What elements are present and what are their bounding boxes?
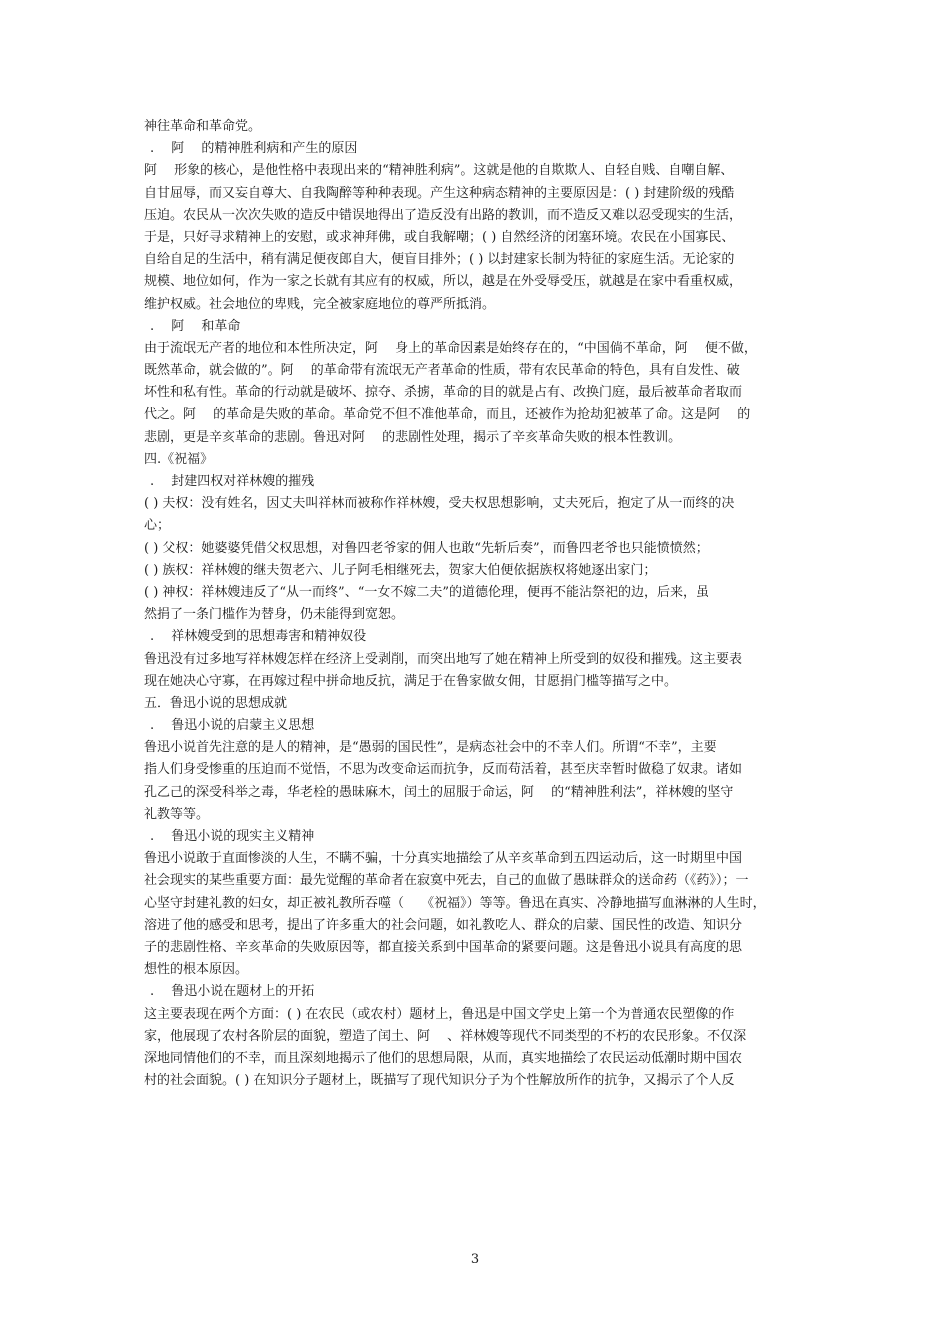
section-heading: . 鲁迅小说的现实主义精神 [150,829,315,844]
text-line: 由于流氓无产者的地位和本性所决定，阿 身上的革命因素是始终存在的，“中国倘不革命，阿 便不做， [144,340,757,356]
text-line: 坏性和私有性。革命的行动就是破坏、掠夺、杀掳，革命的目的就是占有、改换门庭，最后被革命者取而 [144,385,743,401]
section-heading: . 阿 和革命 [150,318,241,334]
text-line: 子的悲剧性格、辛亥革命的失败原因等，都直接关系到中国革命的紧要问题。这是鲁迅小说具有高度的思 [144,939,743,955]
text-line: ( ) 夫权：没有姓名，因丈夫叫祥林而被称作祥林嫂，受夫权思想影响，丈夫死后，抱定了从一而终的决 [144,496,735,512]
text-line: 礼教等等。 [144,806,210,822]
text-line: 心； [144,518,171,534]
text-line: 这主要表现在两个方面：( ) 在农民（或农村）题材上，鲁迅是中国文学史上第一个为普通农民塑像的作 [144,1006,735,1022]
text-line: 代之。阿 的革命是失败的革命。革命党不但不准他革命，而且，还被作为抢劫犯被革了命。这是阿 的 [144,407,751,423]
text-line: 既然革命，就会做的”。阿 的革命带有流氓无产者革命的性质，带有农民革命的特色，具有自发性、破 [144,363,740,379]
text-line: 指人们身受惨重的压迫而不觉悟，不思为改变命运而抗争，反而苟活着，甚至庆幸暂时做稳了奴隶。诸如 [144,762,743,778]
text-line: 心坚守封建礼教的妇女，却正被礼教所吞噬（ 《祝福》）等等。鲁迅在真实、冷静地描写血淋淋的人生时， [144,895,766,911]
text-line: 维护权威。社会地位的卑贱，完全被家庭地位的尊严所抵消。 [144,296,496,312]
text-line: 孔乙己的深受科举之毒，华老栓的愚昧麻木，闰土的屈服于命运，阿 的“精神胜利法”，祥林嫂的坚守 [144,784,734,800]
text-line: 村的社会面貌。( ) 在知识分子题材上，既描写了现代知识分子为个性解放所作的抗争，又揭示了个人反 [144,1073,735,1089]
section-heading: . 封建四权对祥林嫂的摧残 [150,474,315,489]
text-line: 自甘屈辱，而又妄自尊大、自我陶醉等种种表现。产生这种病态精神的主要原因是：( ) 封建阶级的残酷 [144,185,735,201]
text-line: ( ) 神权：祥林嫂违反了“从一而终”、“一女不嫁二夫”的道德伦理，便再不能沾祭祀的边，后来，虽 [144,584,709,600]
text-line: 深地同情他们的不幸，而且深刻地揭示了他们的思想局限，从而，真实地描绘了农民运动低潮时期中国农 [144,1050,743,1066]
text-line: ( ) 父权：她婆婆凭借父权思想，对鲁四老爷家的佣人也敢“先斩后奏”，而鲁四老爷也只能愤愤然； [144,540,709,556]
text-line: 悲剧，更是辛亥革命的悲剧。鲁迅对阿 的悲剧性处理，揭示了辛亥革命失败的根本性教训。 [144,429,682,445]
page-number: 3 [470,1252,480,1267]
section-heading: . 鲁迅小说的启蒙主义思想 [150,718,315,734]
section-heading: . 鲁迅小说在题材上的开拓 [150,984,315,1000]
text-line: 想性的根本原因。 [144,962,249,978]
text-line: 鲁迅没有过多地写祥林嫂怎样在经济上受剥削，而突出地写了她在精神上所受到的奴役和摧残。这主要表 [144,651,743,667]
text-line: 家，他展现了农村各阶层的面貌，塑造了闰土、阿 、祥林嫂等现代不同类型的不朽的农民形象。不仅深 [144,1028,747,1044]
chapter-heading: 四.《祝福》 [144,451,214,467]
text-line: 阿 形象的核心，是他性格中表现出来的“精神胜利病”。这就是他的自欺欺人、自轻自贱、自嘲自解、 [144,163,734,179]
text-line: 鲁迅小说敢于直面惨淡的人生，不瞒不骗，十分真实地描绘了从辛亥革命到五四运动后，这一时期里中国 [144,851,743,867]
text-line: 鲁迅小说首先注意的是人的精神，是“愚弱的国民性”，是病态社会中的不幸人们。所谓“不幸”，主要 [144,740,717,756]
text-line: 自给自足的生活中，稍有满足便夜郎自大，便盲目排外；( ) 以封建家长制为特征的家庭生活。无论家的 [144,252,735,268]
text-line: 压迫。农民从一次次失败的造反中错误地得出了造反没有出路的教训，而不造反又难以忍受现实的生活， [144,207,743,223]
text-line: 神往革命和革命党。 [144,119,262,134]
chapter-heading: 五．鲁迅小说的思想成就 [144,695,288,711]
text-line: 溶进了他的感受和思考，提出了许多重大的社会问题，如礼教吃人、群众的启蒙、国民性的改造、知识分 [144,917,743,933]
text-line: 社会现实的某些重要方面：最先觉醒的革命者在寂寞中死去，自己的血做了愚昧群众的送命药（《药》）；一 [144,873,749,889]
text-line: 然捐了一条门槛作为替身，仍未能得到宽恕。 [144,607,405,623]
page-body [144,116,806,1092]
text-line: 规模、地位如何，作为一家之长就有其应有的权威，所以，越是在外受辱受压，就越是在家中看重权威， [144,274,743,290]
text-line: ( ) 族权：祥林嫂的继夫贺老六、儿子阿毛相继死去，贺家大伯便依据族权将她逐出家门； [144,562,657,578]
section-heading: . 阿 的精神胜利病和产生的原因 [150,141,358,157]
text-line: 现在她决心守寡，在再嫁过程中拼命地反抗，满足于在鲁家做女佣，甘愿捐门槛等描写之中。 [144,673,678,689]
text-line: 于是，只好寻求精神上的安慰，或求神拜佛，或自我解嘲；( ) 自然经济的闭塞环境。农民在小国寡民、 [144,229,735,245]
section-heading: . 祥林嫂受到的思想毒害和精神奴役 [150,629,367,645]
